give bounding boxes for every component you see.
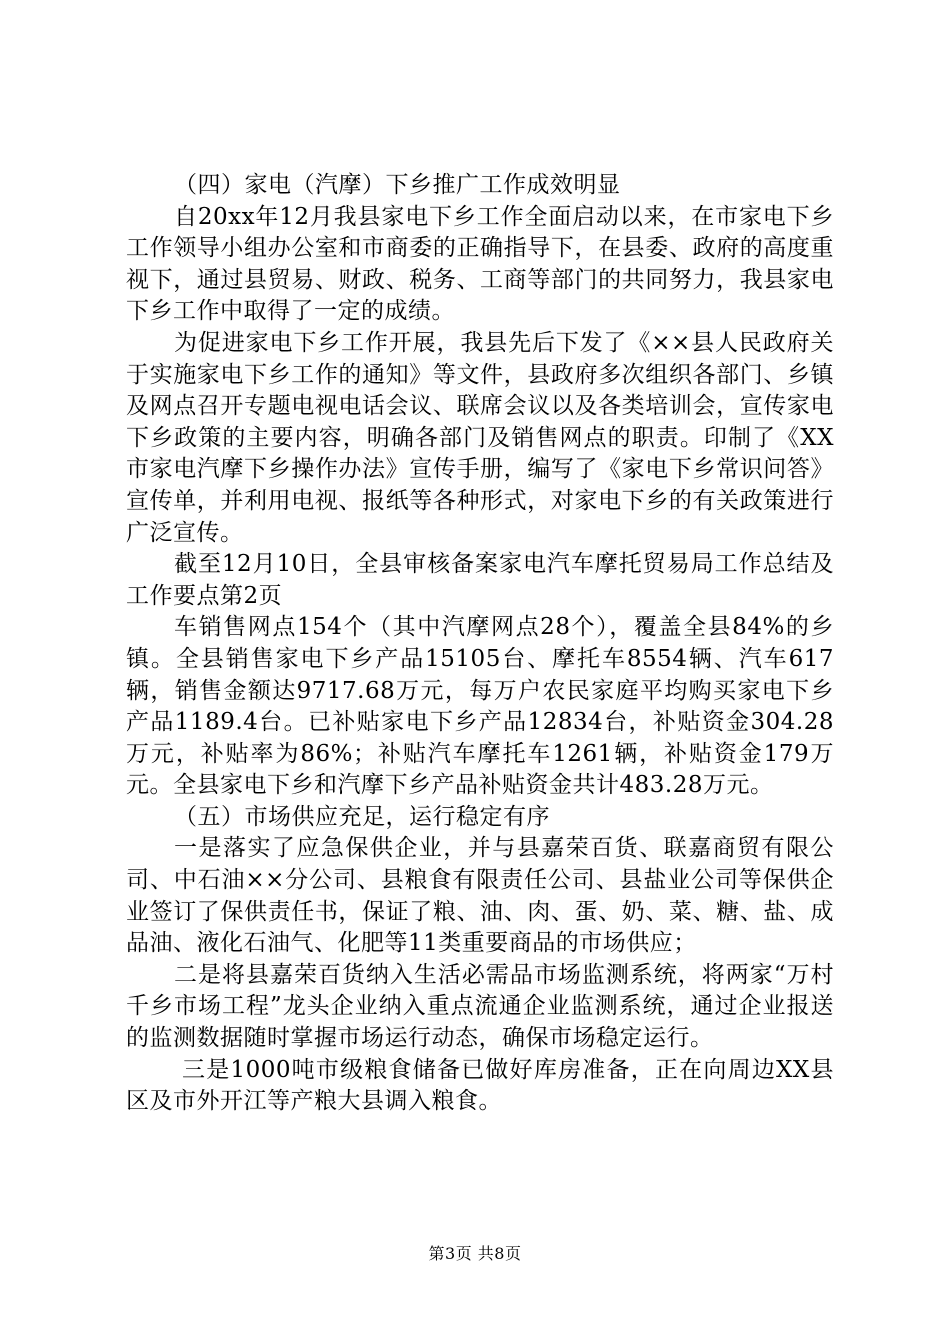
paragraph: 二是将县嘉荣百货纳入生活必需品市场监测系统，将两家“万村千乡市场工程”龙头企业纳入重点流通企业监测系统，通过企业报送的监测数据随时掌握市场运行动态，确保市场稳定运行。 — [126, 961, 834, 1052]
section-heading-5: （五）市场供应充足，运行稳定有序 — [174, 803, 550, 830]
paragraph: 截至12月10日，全县审核备案家电汽车摩托贸易局工作总结及工作要点第2页 — [126, 551, 834, 609]
paragraph: 车销售网点154个（其中汽摩网点28个），覆盖全县84%的乡镇。全县销售家电下乡产品15105台、摩托车8554辆、汽车617辆，销售金额达9717.68万元，每万户农民家庭平均购买家电下乡产品1189.4台。已补贴家电下乡产品12834台，补贴资金304.28万元，补贴率为86%；补贴汽车摩托车1261辆，补贴资金179万元。全县家电下乡和汽摩下乡产品补贴资金共计483.28万元。 — [126, 614, 834, 799]
page-footer: 第3页 共8页 — [428, 1244, 522, 1263]
section-heading-4: （四）家电（汽摩）下乡推广工作成效明显 — [174, 172, 621, 198]
paragraph: 自20xx年12月我县家电下乡工作全面启动以来，在市家电下乡工作领导小组办公室和市商委的正确指导下，在县委、政府的高度重视下，通过县贸易、财政、税务、工商等部门的共同努力，我县家电下乡工作中取得了一定的成绩。 — [126, 203, 834, 325]
document-body — [126, 170, 834, 1118]
paragraph: 一是落实了应急保供企业，并与县嘉荣百货、联嘉商贸有限公司、中石油××分公司、县粮食有限责任公司、县盐业公司等保供企业签订了保供责任书，保证了粮、油、肉、蛋、奶、菜、糖、盐、成品油、液化石油气、化肥等11类重要商品的市场供应； — [126, 835, 834, 957]
paragraph: 为促进家电下乡工作开展，我县先后下发了《××县人民政府关于实施家电下乡工作的通知》等文件，县政府多次组织各部门、乡镇及网点召开专题电视电话会议、联席会议以及各类培训会，宣传家电下乡政策的主要内容，明确各部门及销售网点的职责。印制了《XX市家电汽摩下乡操作办法》宣传手册，编写了《家电下乡常识问答》宣传单，并利用电视、报纸等各种形式，对家电下乡的有关政策进行广泛宣传。 — [126, 329, 834, 546]
paragraph: 三是1000吨市级粮食储备已做好库房准备，正在向周边XX县区及市外开江等产粮大县调入粮食。 — [126, 1056, 834, 1115]
